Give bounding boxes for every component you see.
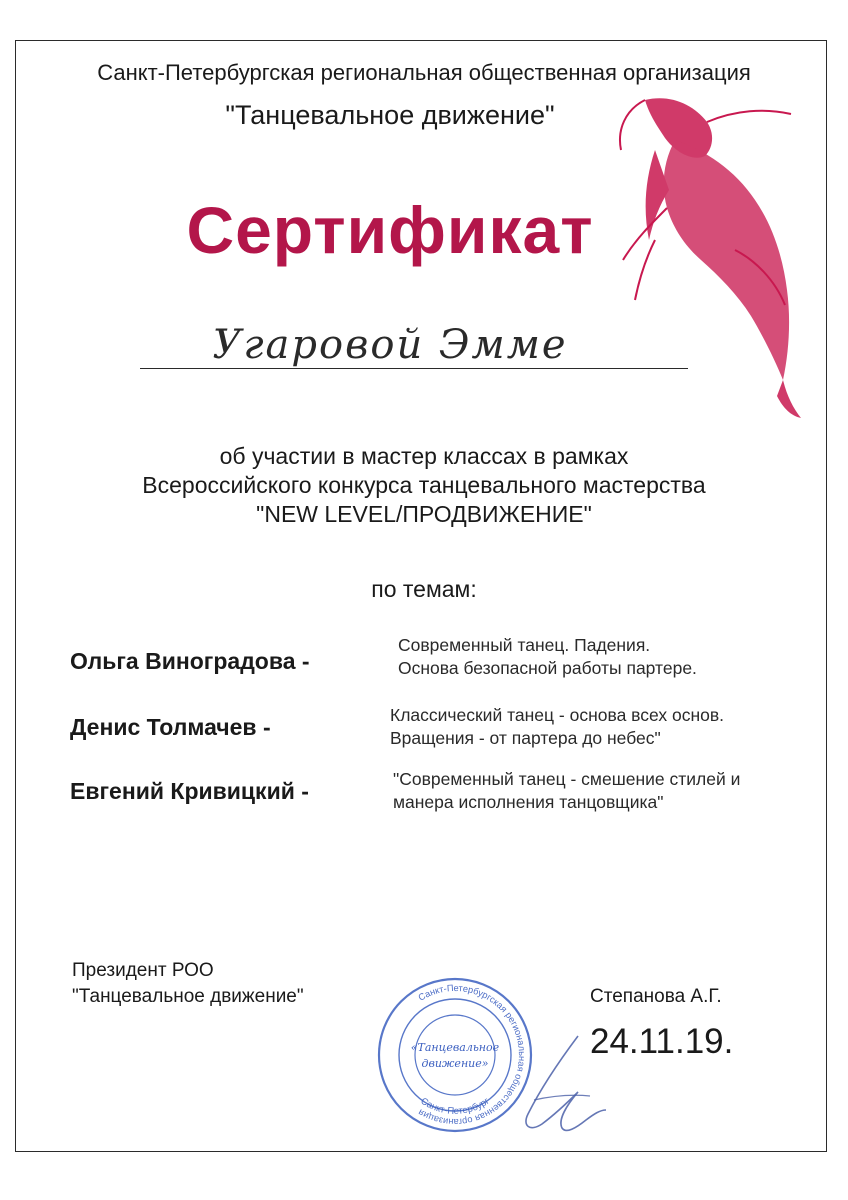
handwritten-signature: [500, 1030, 620, 1140]
dancer-illustration: [615, 90, 815, 430]
signatory-position: [72, 958, 304, 1010]
topic-line: Классический танец - основа всех основ.: [390, 705, 725, 725]
certificate-date: 24.11.19.: [590, 1022, 734, 1061]
description-line: Всероссийского конкурса танцевального мастерства: [142, 472, 706, 498]
stamp-ring-text: Санкт-Петербургская региональная общественная организация: [416, 982, 528, 1128]
stamp-center-text: «Танцевальное: [410, 1041, 500, 1054]
position-line: "Танцевальное движение": [72, 986, 304, 1007]
description-line: "NEW LEVEL/ПРОДВИЖЕНИЕ": [256, 501, 592, 527]
instructor-name: Евгений Кривицкий -: [70, 778, 309, 804]
instructor-topic: [390, 704, 724, 750]
topics-title: по темам:: [371, 576, 477, 602]
description: [0, 442, 848, 529]
instructor-topic: [398, 634, 697, 680]
topic-line: Вращения - от партера до небес": [390, 728, 661, 748]
organization-name: Санкт-Петербургская региональная общественная организация: [97, 60, 751, 85]
stamp-center-text: движение»: [421, 1057, 489, 1070]
instructor-name: Ольга Виноградова -: [70, 648, 310, 674]
topic-line: Современный танец. Падения.: [398, 635, 651, 655]
recipient-name: Угаровой Эмме: [212, 322, 568, 368]
stamp-city-text: Санкт-Петербург: [418, 1095, 492, 1117]
recipient-underline: [140, 368, 688, 369]
instructor-topic: [393, 768, 740, 814]
certificate-title: Сертификат: [186, 193, 594, 267]
topic-line: манера исполнения танцовщика": [393, 792, 664, 812]
organization-title: "Танцевальное движение": [225, 100, 555, 130]
signatory-name: Степанова А.Г.: [590, 986, 722, 1007]
position-line: Президент РОО: [72, 960, 214, 981]
description-line: об участии в мастер классах в рамках: [219, 443, 629, 469]
topic-line: "Современный танец - смешение стилей и: [393, 769, 741, 789]
instructor-name: Денис Толмачев -: [70, 714, 271, 740]
topic-line: Основа безопасной работы партере.: [398, 658, 697, 678]
